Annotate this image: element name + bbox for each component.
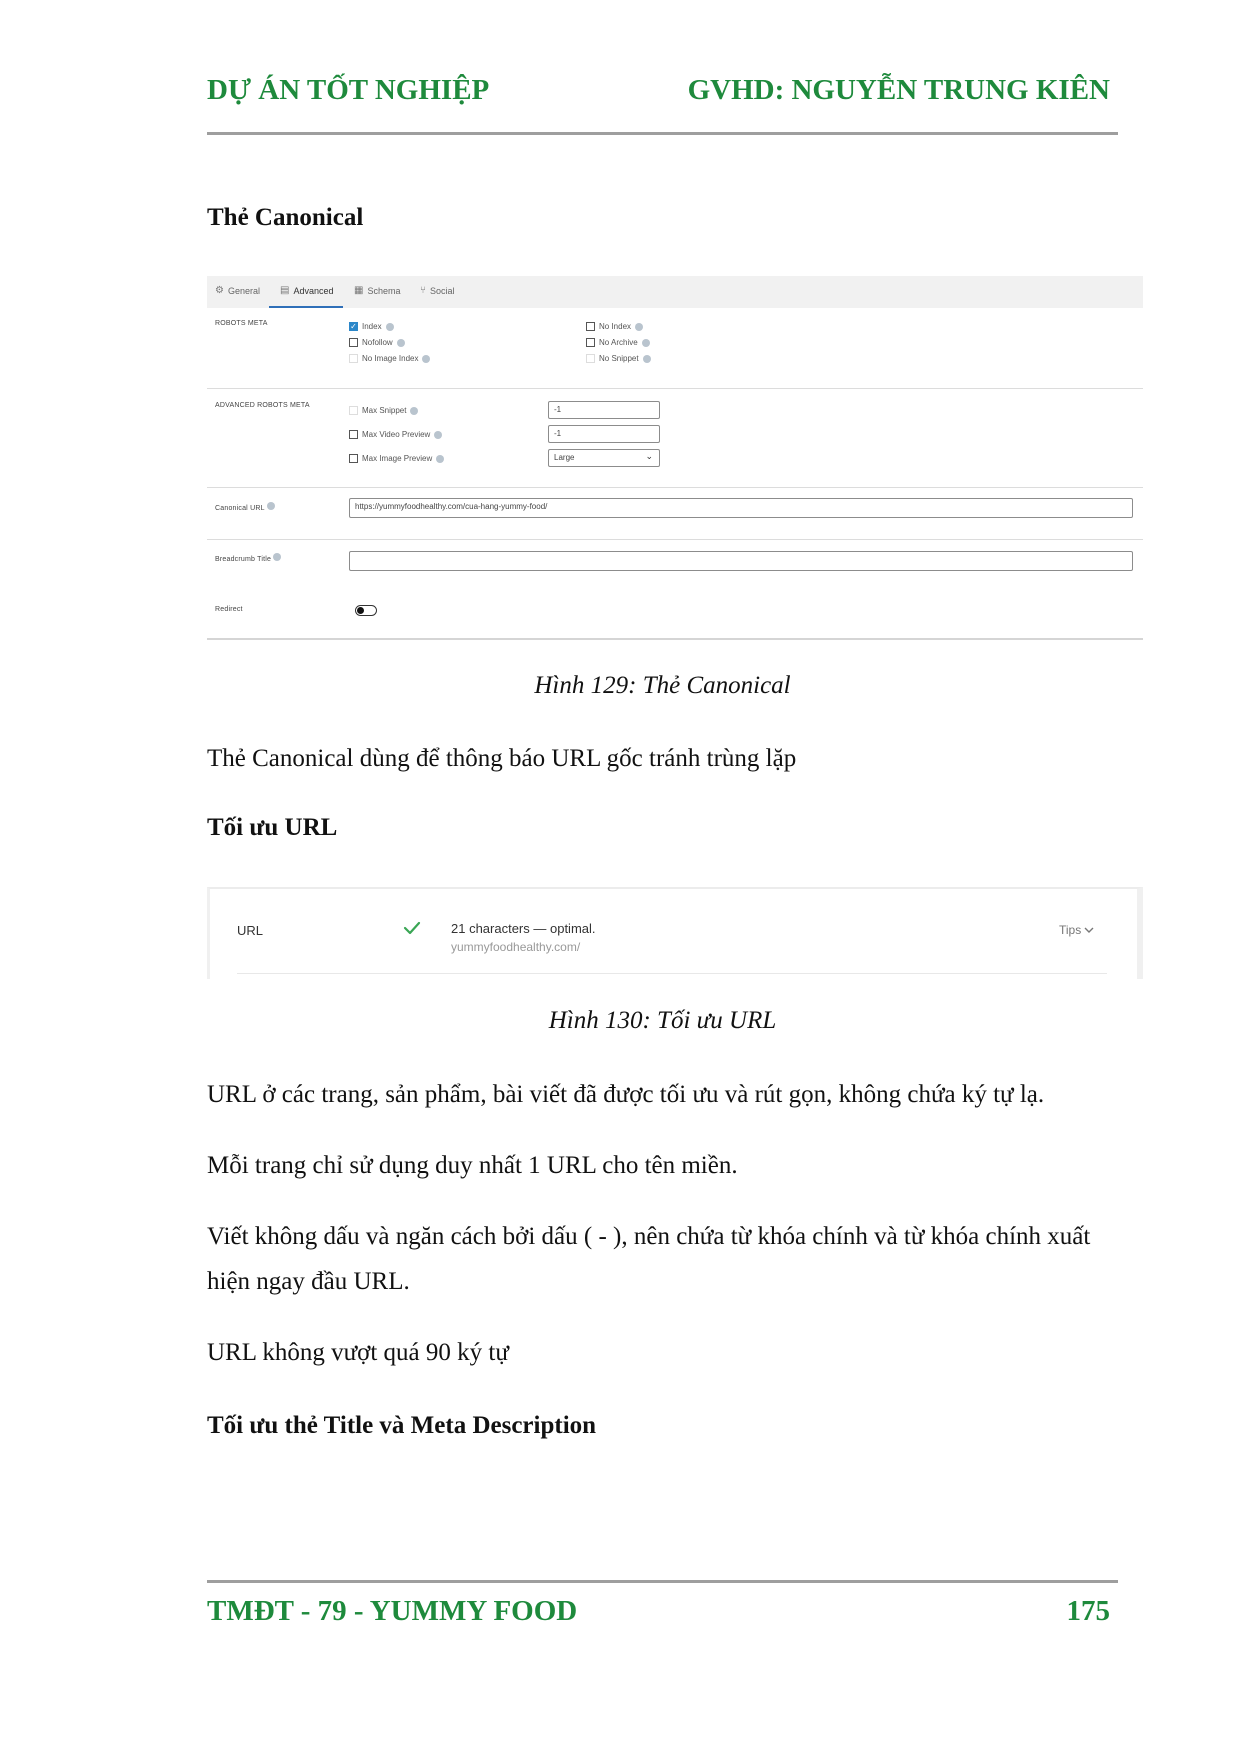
checkbox-box bbox=[586, 338, 595, 347]
toolbox-icon: ▤ bbox=[280, 285, 290, 296]
tips-button[interactable] bbox=[1059, 923, 1094, 937]
checkbox-label: No Image Index bbox=[362, 354, 419, 363]
tab-advanced[interactable] bbox=[280, 285, 333, 296]
max-image-preview-select[interactable] bbox=[548, 449, 660, 467]
checkbox-index[interactable] bbox=[349, 322, 394, 331]
divider bbox=[207, 487, 1143, 488]
page-footer bbox=[207, 1580, 1118, 1627]
header-project-title: DỰ ÁN TỐT NGHIỆP bbox=[207, 74, 490, 106]
help-icon[interactable] bbox=[434, 431, 442, 439]
checkbox-nofollow[interactable] bbox=[349, 338, 405, 347]
checkbox-box bbox=[586, 354, 595, 363]
url-preview: yummyfoodhealthy.com/ bbox=[451, 940, 581, 954]
help-icon[interactable] bbox=[635, 323, 643, 331]
checkbox-no-image-index[interactable] bbox=[349, 354, 430, 363]
checkbox-box bbox=[349, 338, 358, 347]
checkbox-box bbox=[586, 322, 595, 331]
paragraph-canonical: Thẻ Canonical dùng để thông báo URL gốc tránh trùng lặp bbox=[207, 745, 797, 772]
tips-label: Tips bbox=[1059, 923, 1082, 937]
breadcrumb-title-label-text: Breadcrumb Title bbox=[215, 556, 272, 563]
max-video-preview-input[interactable]: -1 bbox=[548, 425, 660, 443]
redirect-toggle[interactable] bbox=[355, 605, 377, 616]
canonical-settings-screenshot bbox=[207, 276, 1143, 640]
checkbox-label: Max Video Preview bbox=[362, 430, 431, 439]
figure-caption-130: Hình 130: Tối ưu URL bbox=[548, 1007, 777, 1034]
advanced-robots-meta-label: ADVANCED ROBOTS META bbox=[215, 402, 310, 409]
robots-meta-label: ROBOTS META bbox=[215, 320, 268, 327]
checkbox-max-snippet[interactable] bbox=[349, 406, 418, 415]
help-icon[interactable] bbox=[273, 553, 281, 561]
help-icon[interactable] bbox=[422, 355, 430, 363]
help-icon[interactable] bbox=[642, 339, 650, 347]
tab-schema[interactable] bbox=[354, 285, 400, 296]
header-advisor: GVHD: NGUYỄN TRUNG KIÊN bbox=[687, 74, 1110, 106]
checkbox-label: Nofollow bbox=[362, 338, 393, 347]
select-value: Large bbox=[554, 453, 575, 462]
paragraph-url-length: URL không vượt quá 90 ký tự bbox=[207, 1339, 509, 1366]
checkbox-label: Max Snippet bbox=[362, 406, 407, 415]
active-tab-indicator bbox=[269, 306, 343, 308]
checkbox-label: Index bbox=[362, 322, 382, 331]
canonical-url-label bbox=[215, 502, 275, 512]
gear-icon: ⚙ bbox=[215, 285, 224, 296]
help-icon[interactable] bbox=[410, 407, 418, 415]
tab-label: Advanced bbox=[293, 285, 334, 296]
divider bbox=[207, 388, 1143, 389]
checkbox-box bbox=[349, 354, 358, 363]
check-icon bbox=[403, 919, 421, 937]
checkbox-box bbox=[349, 430, 358, 439]
checkbox-label: Max Image Preview bbox=[362, 454, 433, 463]
footer-project-code: TMĐT - 79 - YUMMY FOOD bbox=[207, 1595, 578, 1627]
divider bbox=[207, 539, 1143, 540]
breadcrumb-title-input[interactable] bbox=[349, 551, 1133, 571]
page-number: 175 bbox=[1066, 1595, 1110, 1627]
social-icon: ⑂ bbox=[420, 285, 426, 296]
checkbox-label: No Snippet bbox=[599, 354, 639, 363]
checkbox-box bbox=[349, 454, 358, 463]
section-heading-title-meta: Tối ưu thẻ Title và Meta Description bbox=[207, 1412, 597, 1439]
canonical-url-label-text: Canonical URL bbox=[215, 505, 265, 512]
tab-general[interactable] bbox=[215, 285, 260, 296]
breadcrumb-title-label bbox=[215, 553, 281, 563]
toggle-knob bbox=[357, 607, 364, 614]
help-icon[interactable] bbox=[386, 323, 394, 331]
paragraph-single-url: Mỗi trang chỉ sử dụng duy nhất 1 URL cho tên miền. bbox=[207, 1152, 738, 1179]
checkbox-label: No Archive bbox=[599, 338, 638, 347]
tab-bar bbox=[207, 276, 1143, 308]
canonical-url-input[interactable]: https://yummyfoodhealthy.com/cua-hang-yummy-food/ bbox=[349, 498, 1133, 518]
section-heading-url: Tối ưu URL bbox=[207, 814, 338, 841]
checkbox-max-video-preview[interactable] bbox=[349, 430, 442, 439]
help-icon[interactable] bbox=[436, 455, 444, 463]
chevron-down-icon bbox=[1084, 926, 1094, 934]
figure-caption-129: Hình 129: Thẻ Canonical bbox=[534, 672, 791, 699]
checkbox-no-snippet[interactable] bbox=[586, 354, 651, 363]
url-length-summary: 21 characters — optimal. bbox=[451, 921, 596, 936]
checked-icon: ✓ bbox=[350, 322, 357, 331]
checkbox-no-archive[interactable] bbox=[586, 338, 650, 347]
redirect-label: Redirect bbox=[215, 606, 243, 613]
tab-label: General bbox=[227, 285, 260, 296]
tab-label: Schema bbox=[367, 285, 401, 296]
chevron-down-icon: ⌄ bbox=[645, 451, 653, 461]
help-icon[interactable] bbox=[267, 502, 275, 510]
checkbox-no-index[interactable] bbox=[586, 322, 643, 331]
schema-icon: ▦ bbox=[354, 285, 364, 296]
section-heading-canonical: Thẻ Canonical bbox=[207, 204, 364, 231]
tab-social[interactable] bbox=[420, 285, 455, 296]
help-icon[interactable] bbox=[643, 355, 651, 363]
max-snippet-input[interactable]: -1 bbox=[548, 401, 660, 419]
tab-label: Social bbox=[430, 285, 455, 296]
url-check-screenshot bbox=[207, 887, 1143, 979]
checkbox-box bbox=[349, 406, 358, 415]
url-check-label: URL bbox=[237, 923, 264, 938]
page-header bbox=[207, 70, 1118, 135]
divider bbox=[237, 973, 1107, 974]
help-icon[interactable] bbox=[397, 339, 405, 347]
checkbox-label: No Index bbox=[599, 322, 632, 331]
paragraph-url-optimized: URL ở các trang, sản phẩm, bài viết đã được tối ưu và rút gọn, không chứa ký tự lạ. bbox=[207, 1081, 1045, 1108]
paragraph-url-format: Viết không dấu và ngăn cách bởi dấu ( - ), nên chứa từ khóa chính và từ khóa chính xuất hiện ngay đầu URL. bbox=[207, 1223, 1091, 1295]
checkbox-max-image-preview[interactable] bbox=[349, 454, 444, 463]
